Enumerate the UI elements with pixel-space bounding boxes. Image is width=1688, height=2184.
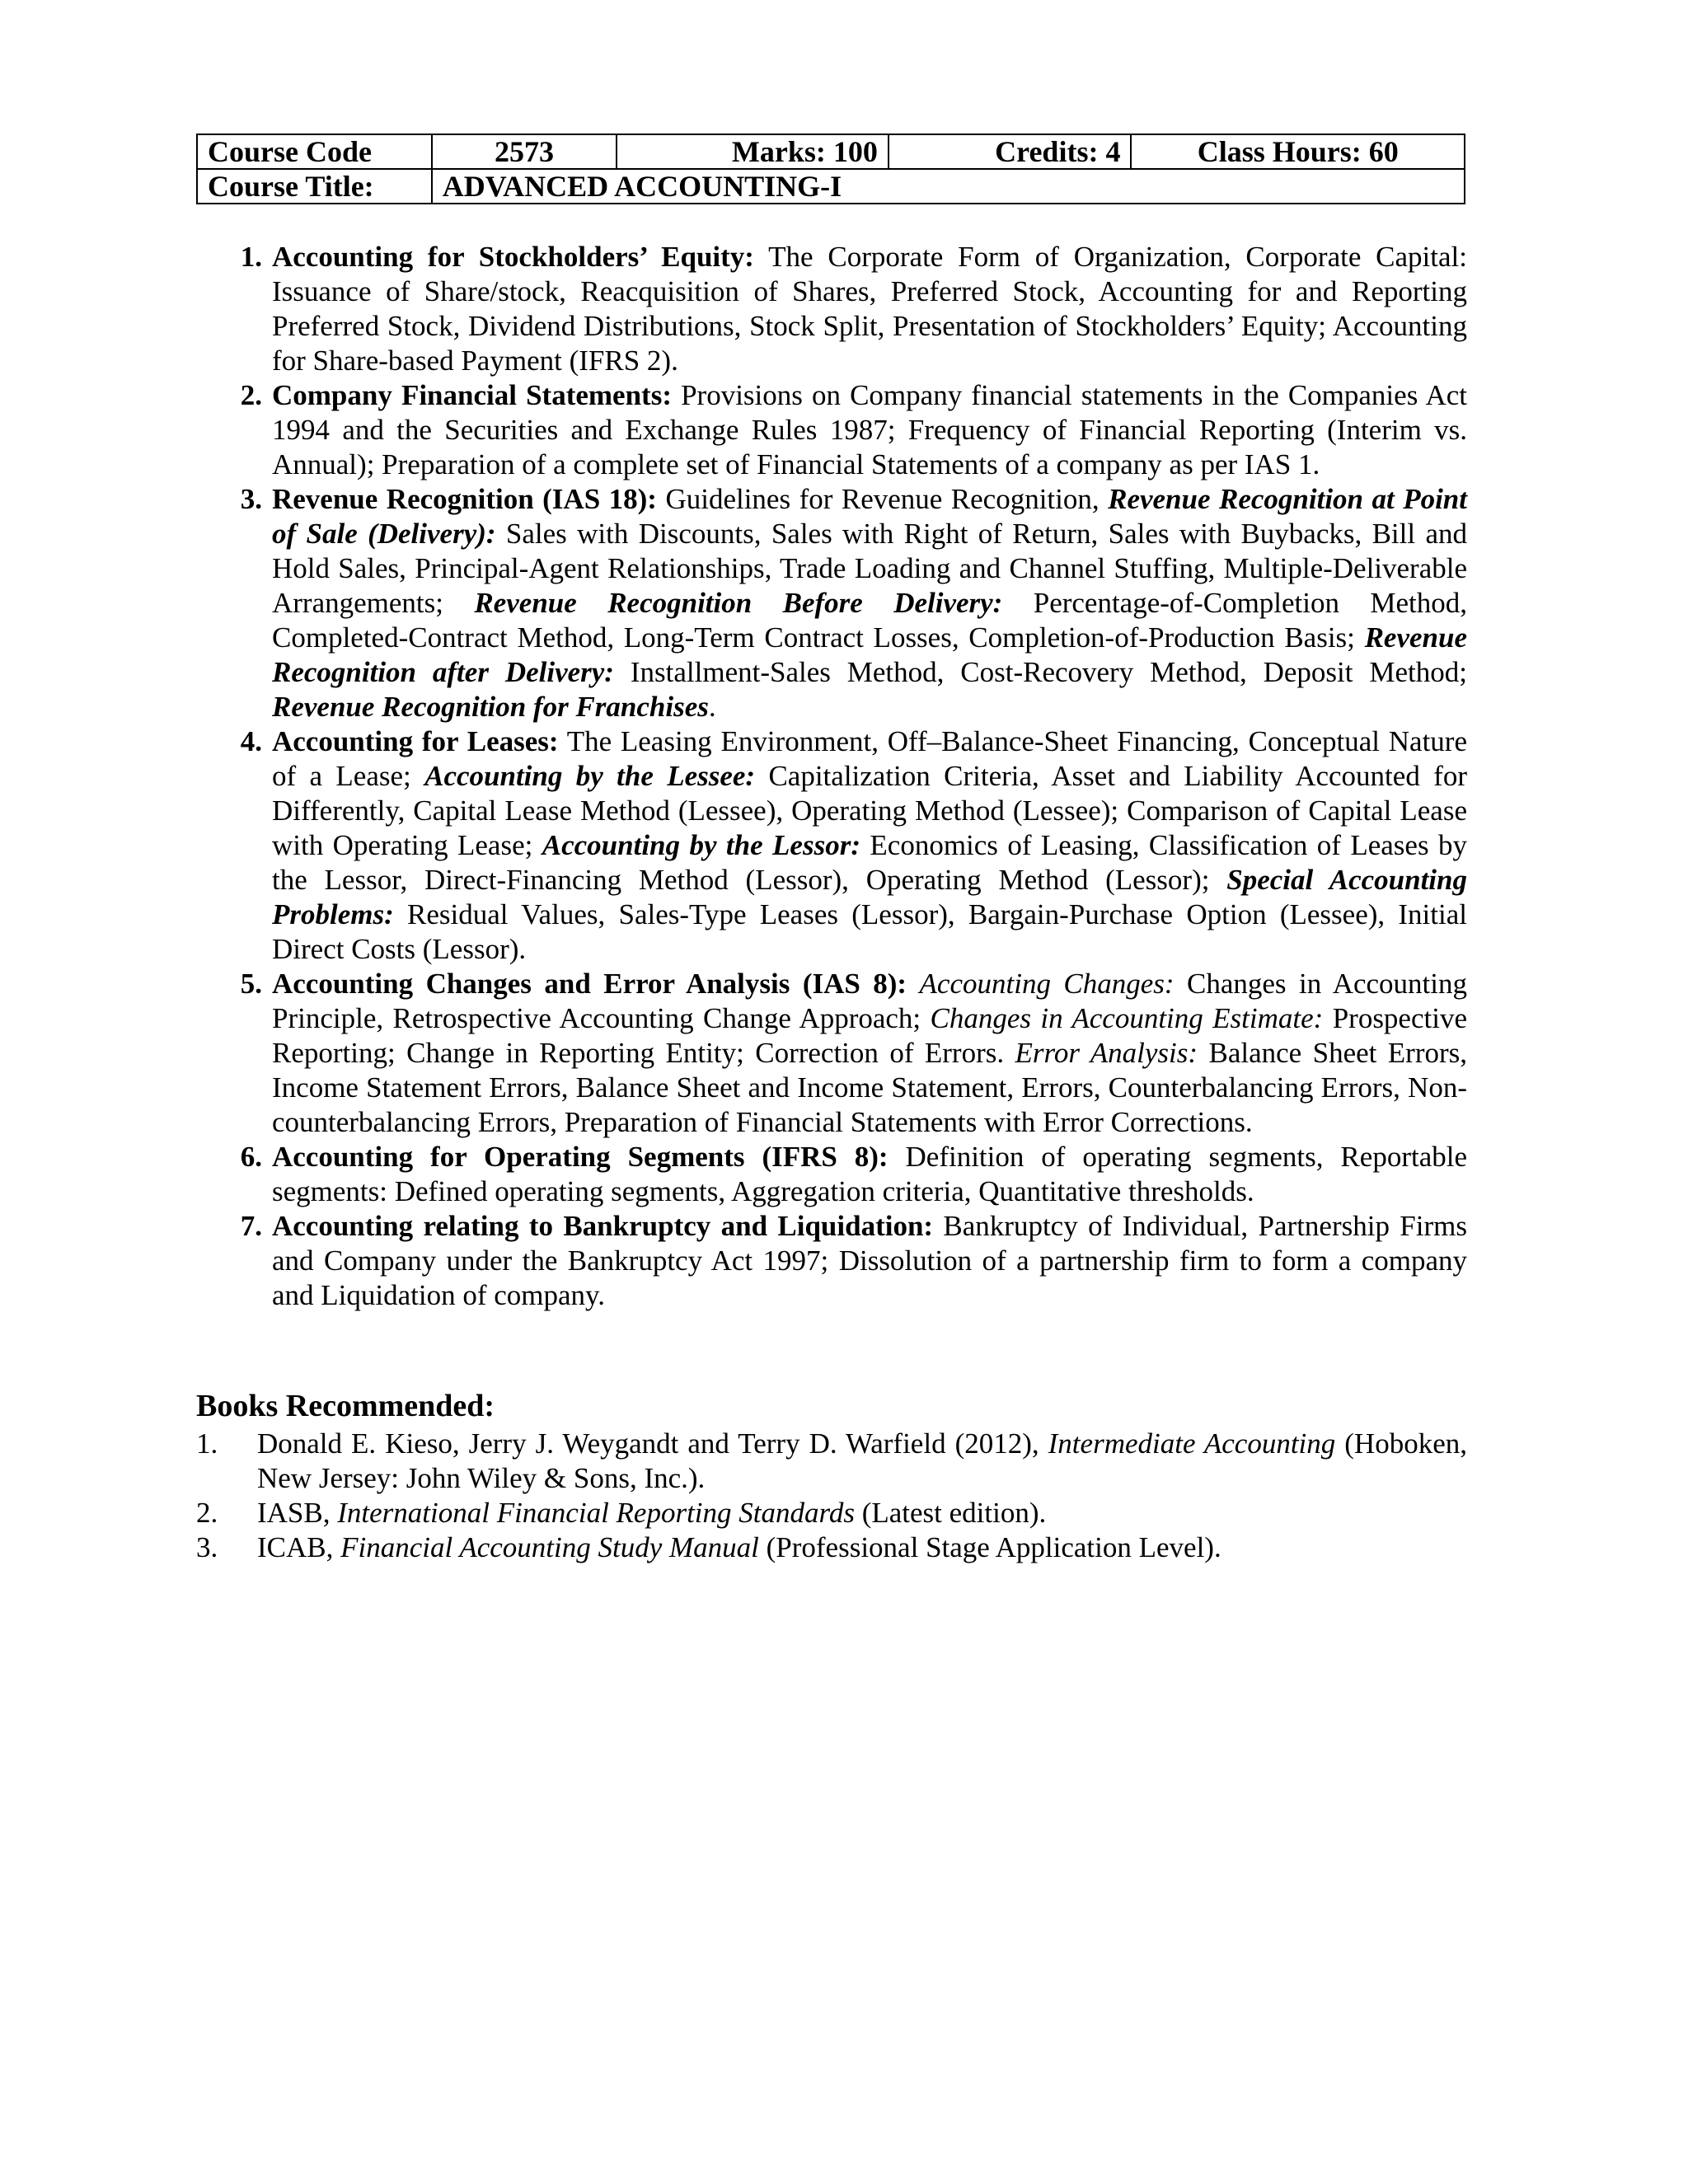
body-text [907, 968, 919, 1000]
book-item-number: 3. [196, 1531, 218, 1563]
body-text: Sales with Discounts, Sales with Right of Return, Sales with Buybacks, Bill and Hold Sales, Principal-Agent Relationships, Trade Loading and Channel Stuffing, Multiple-Deliverable Arrangements; [272, 518, 1467, 619]
topic-item-number: 2. [240, 379, 262, 411]
book-item [196, 1530, 1467, 1565]
course-title-label: Course Title: [197, 169, 432, 204]
body-text: Donald E. Kieso, Jerry J. Weygandt and Terry D. Warfield (2012), [257, 1427, 1048, 1460]
topic-item [240, 967, 1467, 1140]
course-code-value: 2573 [432, 134, 617, 169]
topic-item [240, 240, 1467, 378]
italic-text: Intermediate Accounting [1048, 1427, 1336, 1460]
books-heading: Books Recommended: [196, 1389, 495, 1423]
body-text: Prospective Reporting; Change in Reporting Entity; Correction of Errors. [272, 1002, 1467, 1069]
item-heading: Accounting relating to Bankruptcy and Liquidation: [272, 1210, 934, 1242]
subheading: Revenue Recognition for Franchises [272, 691, 709, 723]
item-heading: Accounting for Leases: [272, 725, 559, 757]
book-item [196, 1427, 1467, 1496]
body-text: (Hoboken, New Jersey: John Wiley & Sons, Inc.). [257, 1427, 1467, 1494]
body-text: (Professional Stage Application Level). [758, 1531, 1221, 1563]
item-heading: Revenue Recognition (IAS 18): [272, 483, 657, 515]
italic-text: International Financial Reporting Standards [337, 1497, 855, 1529]
course-class-hours: Class Hours: 60 [1131, 134, 1465, 169]
course-info-row [197, 134, 1465, 169]
book-item-number: 2. [196, 1497, 218, 1529]
course-marks: Marks: 100 [617, 134, 889, 169]
books-list [196, 1427, 1467, 1565]
item-heading: Accounting for Operating Segments (IFRS 8): [272, 1141, 889, 1173]
topic-item [240, 724, 1467, 967]
topic-list [240, 240, 1468, 1313]
body-text: Provisions on Company financial statements in the Companies Act 1994 and the Securities and Exchange Rules 1987; Frequency of Financial Reporting (Interim vs. Annual); Preparation of a complete set of Financial Statements of a company as per IAS 1. [272, 379, 1468, 480]
course-info-table [196, 134, 1465, 204]
subheading: Special Accounting Problems: [272, 864, 1467, 930]
body-text: ICAB, [257, 1531, 341, 1563]
book-item [196, 1496, 1467, 1530]
item-heading: Accounting Changes and Error Analysis (IAS 8): [272, 968, 907, 1000]
body-text: Guidelines for Revenue Recognition, [656, 483, 1109, 515]
topic-item-number: 7. [240, 1210, 262, 1242]
body-text: Changes in Accounting Principle, Retrospective Accounting Change Approach; [272, 968, 1467, 1034]
topic-item-number: 1. [240, 241, 262, 273]
body-text: Residual Values, Sales-Type Leases (Lessor), Bargain-Purchase Option (Lessee), Initial Direct Costs (Lessor). [272, 898, 1467, 965]
course-title-row [197, 169, 1465, 204]
topic-item [240, 482, 1468, 724]
topic-item-number: 3. [240, 483, 262, 515]
topic-item [240, 378, 1468, 482]
book-item-number: 1. [196, 1427, 218, 1460]
topic-item-number: 5. [240, 968, 262, 1000]
course-title-value: ADVANCED ACCOUNTING-I [432, 169, 1465, 204]
body-text: The Leasing Environment, Off–Balance-Sheet Financing, Conceptual Nature of a Lease; [272, 725, 1467, 792]
body-text: IASB, [257, 1497, 338, 1529]
subheading: Accounting by the Lessor: [542, 829, 860, 861]
body-text: Installment-Sales Method, Cost-Recovery Method, Deposit Method; [613, 656, 1467, 688]
italic-text: Accounting Changes: [919, 968, 1175, 1000]
topic-item-number: 6. [240, 1141, 262, 1173]
subheading: Accounting by the Lessee: [424, 760, 756, 792]
body-text: Capitalization Criteria, Asset and Liability Accounted for Differently, Capital Lease Method (Lessee), Operating Method (Lessee); Comparison of Capital Lease with Operating Lease; [272, 760, 1467, 861]
body-text: Definition of operating segments, Reportable segments: Defined operating segments, Aggregation criteria, Quantitative thresholds. [272, 1141, 1467, 1207]
topic-item-number: 4. [240, 725, 262, 757]
course-credits: Credits: 4 [889, 134, 1132, 169]
italic-text: Error Analysis: [1015, 1037, 1198, 1069]
subheading: Revenue Recognition after Delivery: [272, 621, 1467, 688]
subheading: Revenue Recognition Before Delivery: [474, 587, 1003, 619]
topic-item [240, 1140, 1467, 1209]
item-heading: Accounting for Stockholders’ Equity: [272, 241, 754, 273]
body-text: . [708, 691, 716, 723]
item-heading: Company Financial Statements: [272, 379, 672, 411]
body-text: Bankruptcy of Individual, Partnership Firms and Company under the Bankruptcy Act 1997; Dissolution of a partnership firm to form a company and Liquidation of company. [272, 1210, 1467, 1311]
course-code-label: Course Code [197, 134, 432, 169]
subheading: Revenue Recognition at Point of Sale (Delivery): [272, 483, 1467, 550]
italic-text: Changes in Accounting Estimate: [930, 1002, 1324, 1034]
italic-text: Financial Accounting Study Manual [340, 1531, 759, 1563]
body-text: The Corporate Form of Organization, Corporate Capital: Issuance of Share/stock, Reacquisition of Shares, Preferred Stock, Accounting for and Reporting Preferred Stock, Dividend Distributions, Stock Split, Presentation of Stockholders’ Equity; Accounting for Share-based Payment (IFRS 2). [272, 241, 1467, 377]
body-text: (Latest edition). [854, 1497, 1047, 1529]
body-text: Balance Sheet Errors, Income Statement Errors, Balance Sheet and Income Statement, Errors, Counterbalancing Errors, Non-counterbalancing Errors, Preparation of Financial Statements with Error Corrections. [272, 1037, 1467, 1138]
body-text: Percentage-of-Completion Method, Completed-Contract Method, Long-Term Contract Losses, Completion-of-Production Basis; [272, 587, 1468, 654]
body-text: Economics of Leasing, Classification of Leases by the Lessor, Direct-Financing Method (Lessor), Operating Method (Lessor); [272, 829, 1467, 896]
topic-item [240, 1209, 1467, 1313]
